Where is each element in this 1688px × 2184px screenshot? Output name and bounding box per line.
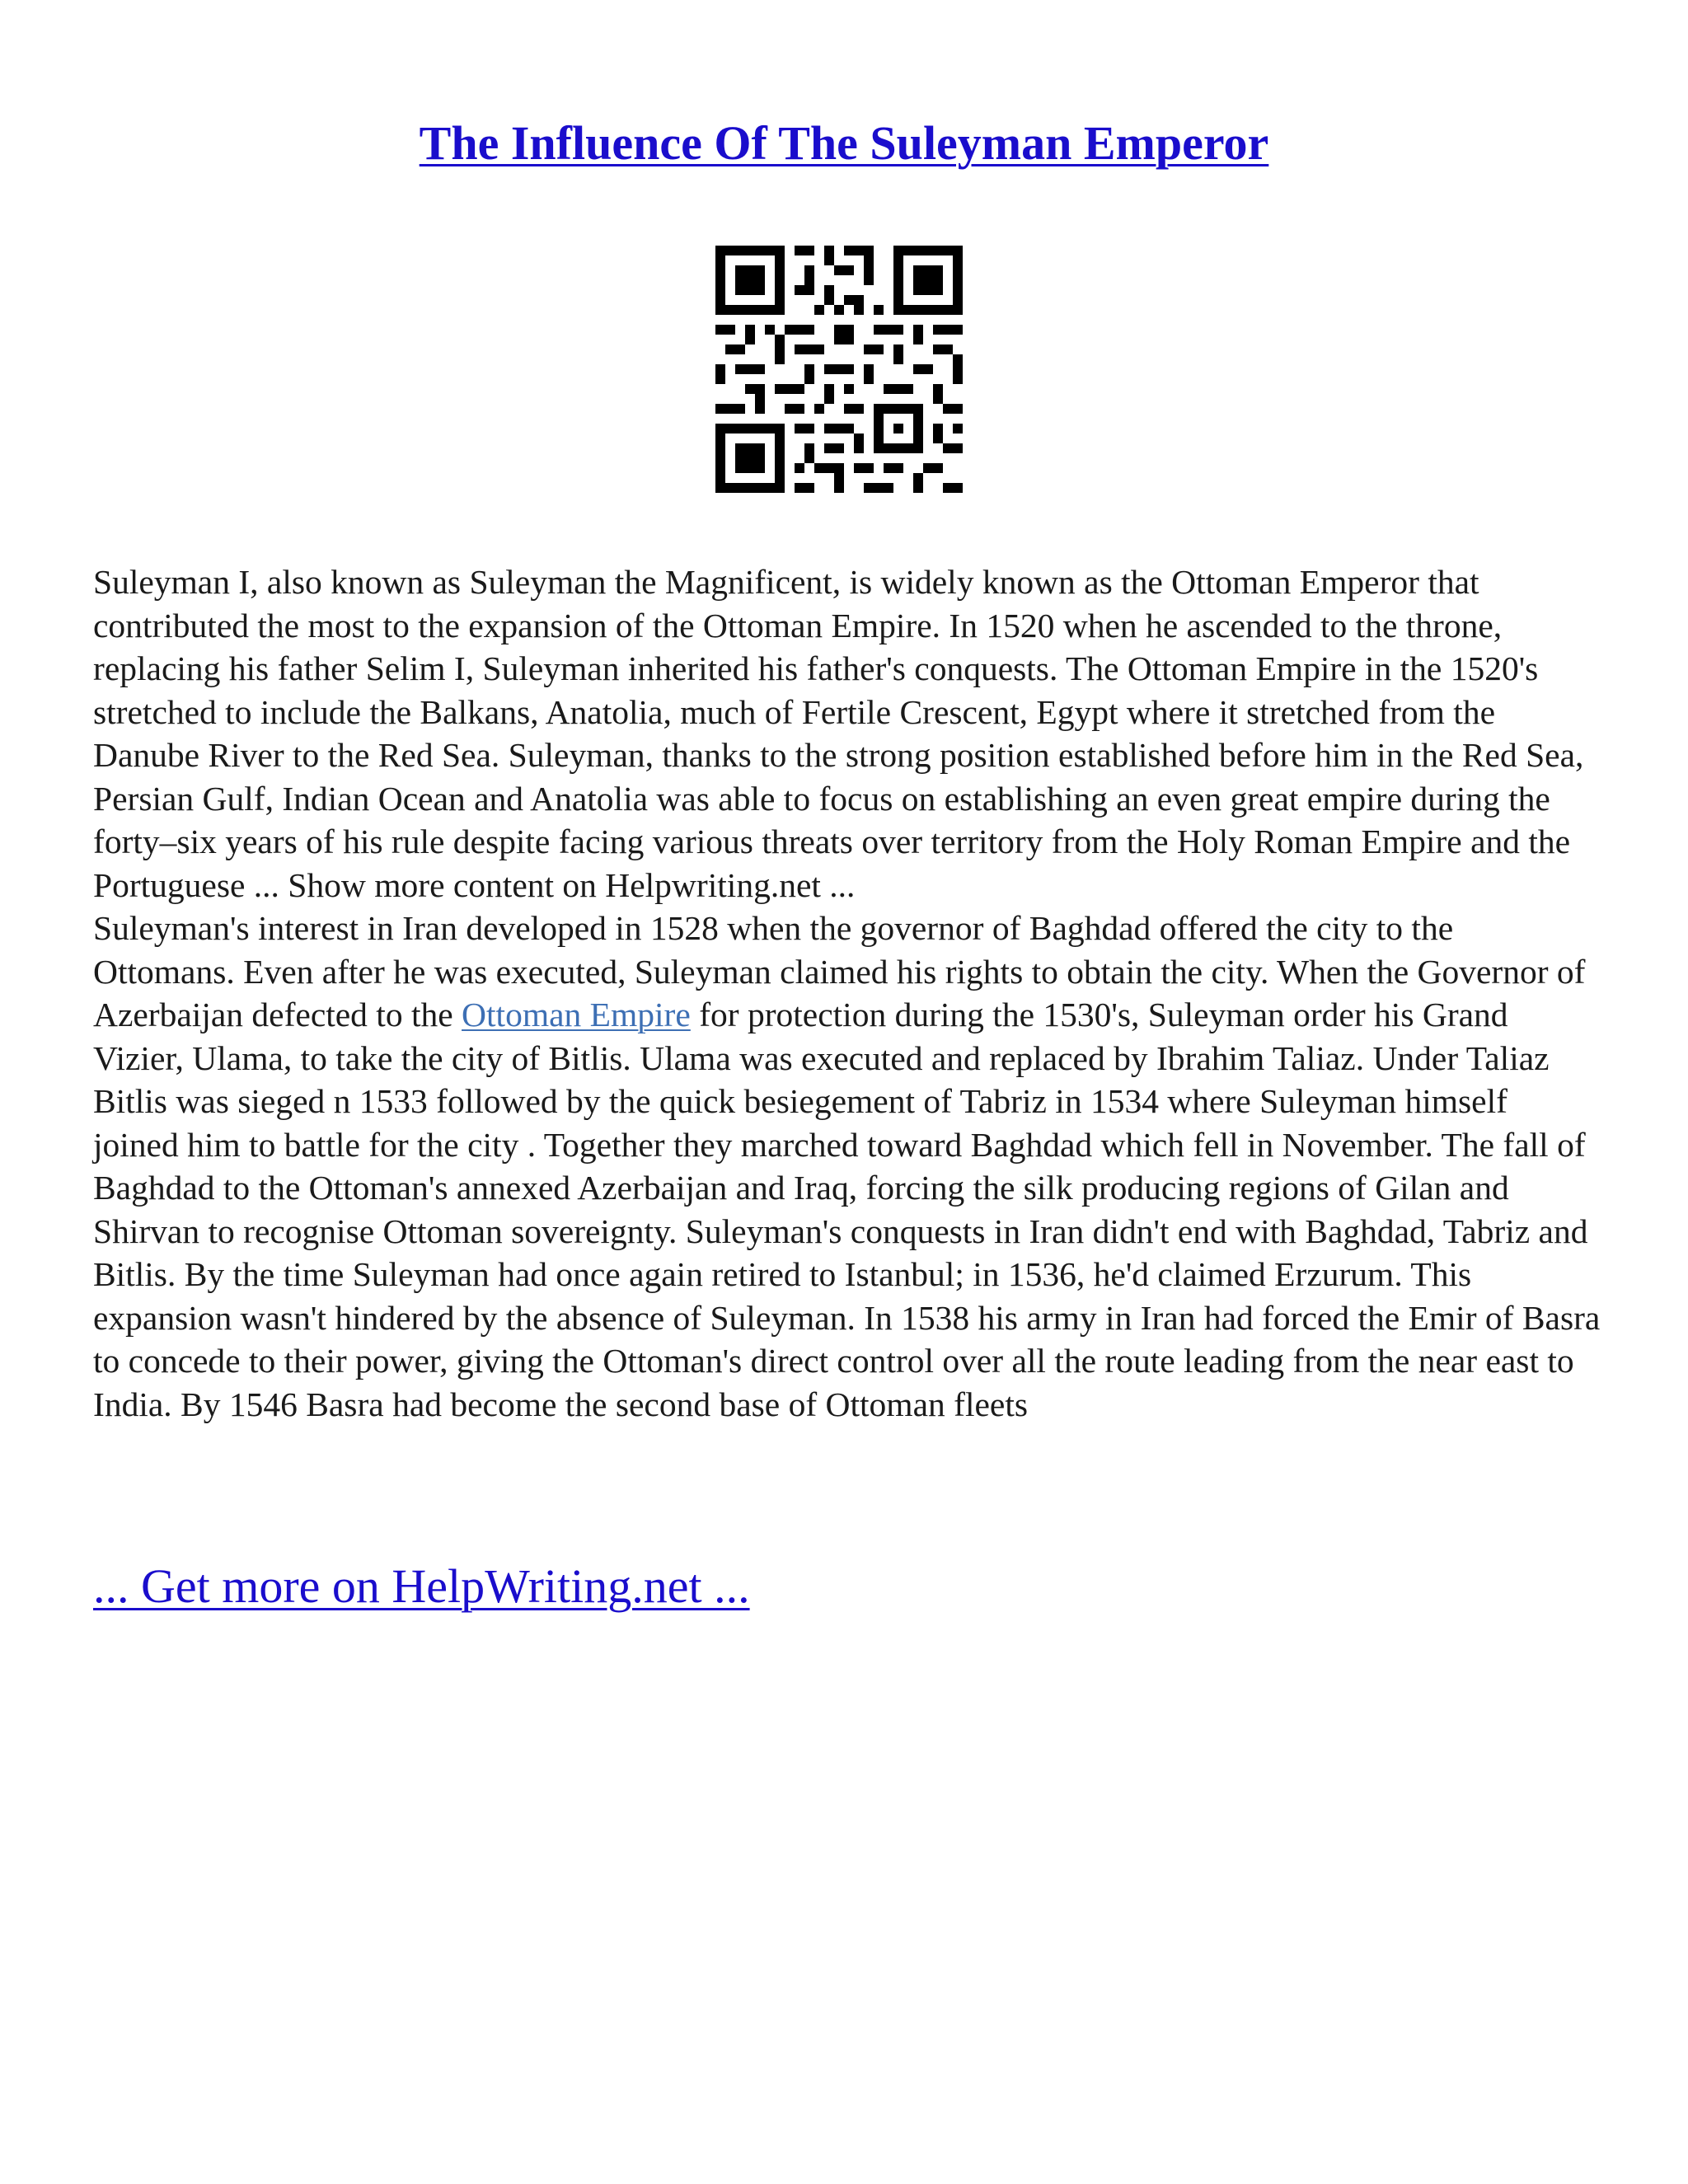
qr-code-icon — [715, 246, 963, 493]
title-container — [0, 114, 1688, 173]
document-body — [93, 560, 1601, 1426]
ottoman-empire-link[interactable]: Ottoman Empire — [462, 996, 691, 1033]
paragraph-1: Suleyman I, also known as Suleyman the Magnificent, is widely known as the Ottoman Emperor that contributed the most to the expansion of the Ottoman Empire. In 1520 when he ascended to the throne, replacing his father Selim I, Suleyman inherited his father's conquests. The Ottoman Empire in the 1520's stretched to include the Balkans, Anatolia, much of Fertile Crescent, Egypt where it stretched from the Danube River to the Red Sea. Suleyman, thanks to the strong position established before him in the Red Sea, Persian Gulf, Indian Ocean and Anatolia was able to focus on establishing an even great empire during the forty–six years of his rule despite facing various threats over territory from the Holy Roman Empire and the Portuguese ... Show more content on Helpwriting.net ... — [93, 563, 1584, 904]
paragraph-2 — [93, 907, 1601, 1426]
document-title-link[interactable]: The Influence Of The Suleyman Emperor — [419, 116, 1269, 170]
paragraph-2-text-end: for protection during the 1530's, Suleyman order his Grand Vizier, Ulama, to take the city of Bitlis. Ulama was executed and replaced by Ibrahim Taliaz. Under Taliaz Bitlis was sieged n 1533 followed by the quick besiegement of Tabriz in 1534 where Suleyman himself joined him to battle for the city . Together they marched toward Baghdad which fell in November. The fall of Baghdad to the Ottoman's annexed Azerbaijan and Iraq, forcing the silk producing regions of Gilan and Shirvan to recognise Ottoman sovereignty. Suleyman's conquests in Iran didn't end with Baghdad, Tabriz and Bitlis. By the time Suleyman had once again retired to Istanbul; in 1536, he'd claimed Erzurum. This expansion wasn't hindered by the absence of Suleyman. In 1538 his army in Iran had forced the Emir of Basra to concede to their power, giving the Ottoman's direct control over all the route leading from the near east to India. By 1546 Basra had become the second base of Ottoman fleets — [93, 996, 1601, 1423]
paragraph-2-text-start: Suleyman's interest in Iran developed in 1528 when the governor of Baghdad offered the city to the Ottomans. Even after he was executed, Suleyman claimed his rights to obtain the city. When the Governor of Azerbaijan defected to the — [93, 909, 1586, 1033]
get-more-link[interactable]: ... Get more on HelpWriting.net ... — [93, 1559, 750, 1613]
